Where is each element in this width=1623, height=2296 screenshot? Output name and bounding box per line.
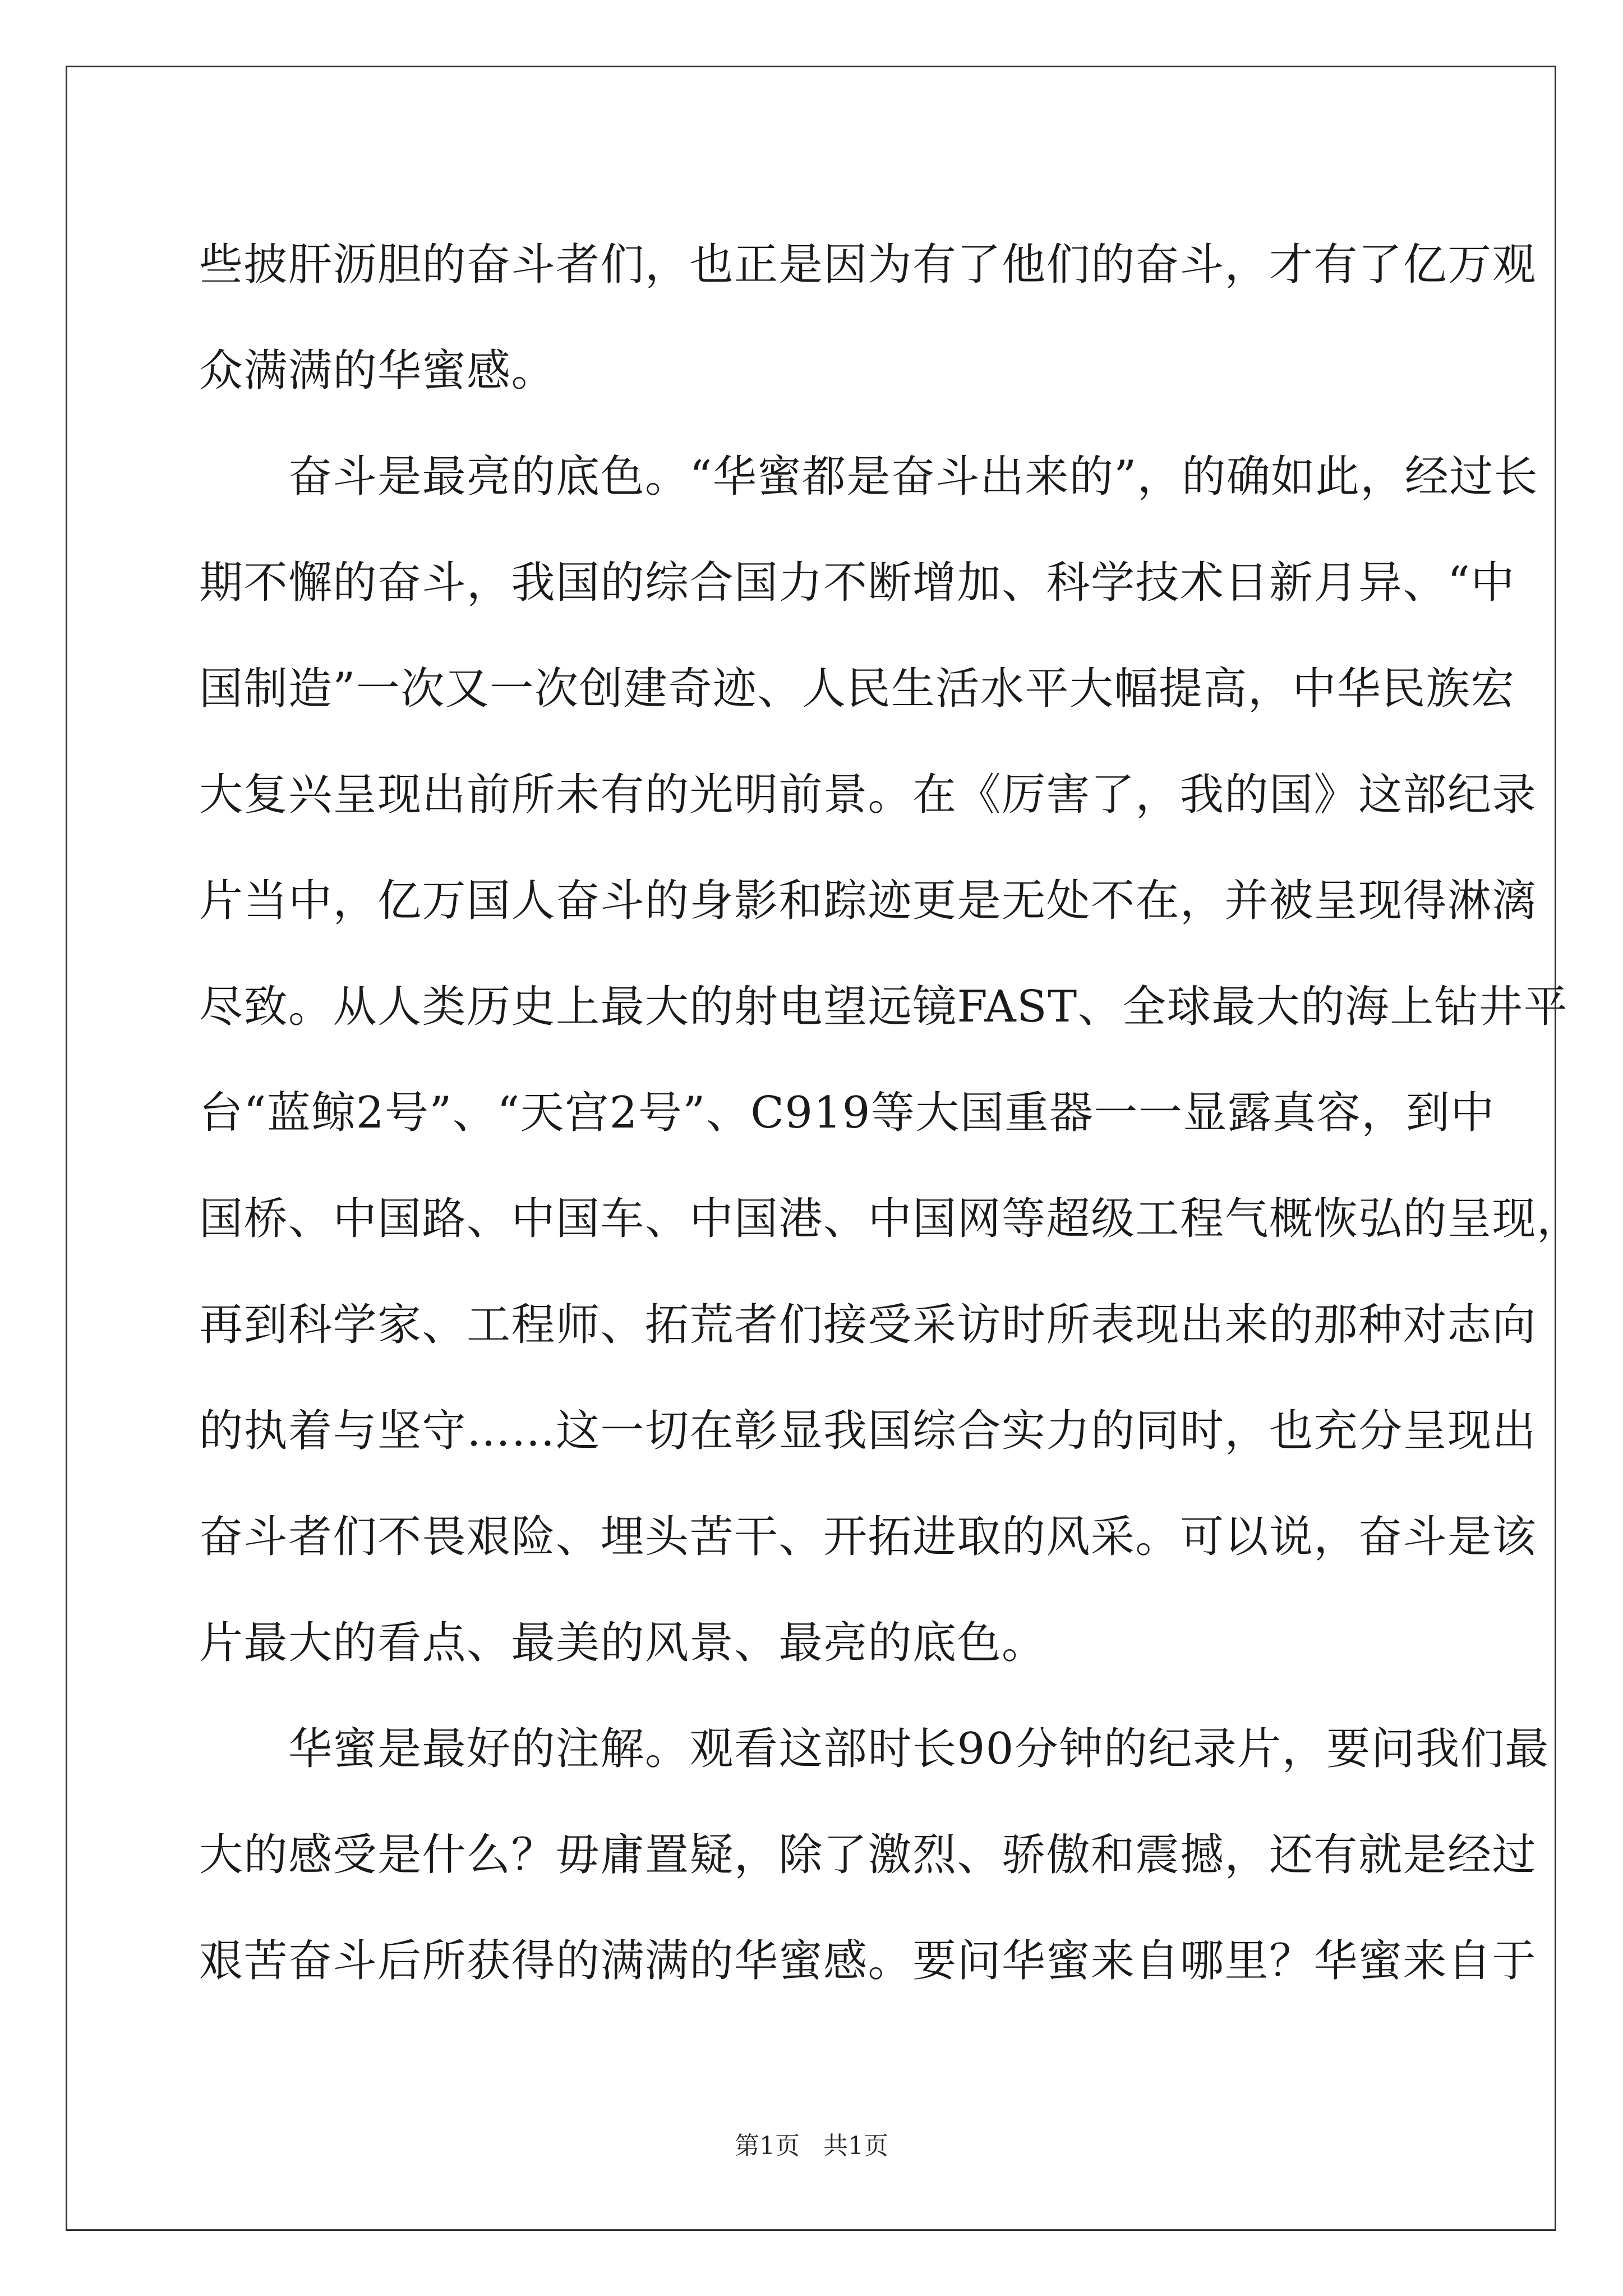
text-line: 些披肝沥胆的奋斗者们，也正是因为有了他们的奋斗，才有了亿万观 bbox=[199, 240, 1537, 290]
page-number: 第1页 bbox=[735, 2132, 800, 2160]
text-line: 华蜜是最好的注解。观看这部时长90分钟的纪录片，要问我们最 bbox=[199, 1724, 1550, 1774]
text-line: 台“蓝鲸2号”、“天宫2号”、C919等大国重器一一显露真容，到中 bbox=[199, 1088, 1495, 1138]
text-line: 大复兴呈现出前所未有的光明前景。在《厉害了，我的国》这部纪录 bbox=[199, 770, 1537, 820]
page-total: 共1页 bbox=[823, 2132, 888, 2160]
text-line: 尽致。从人类历史上最大的射电望远镜FAST、全球最大的海上钻井平 bbox=[199, 982, 1569, 1032]
text-line: 片最大的看点、最美的风景、最亮的底色。 bbox=[199, 1618, 1046, 1668]
text-line: 国制造”一次又一次创建奇迹、人民生活水平大幅提高，中华民族宏 bbox=[199, 664, 1515, 714]
text-line: 众满满的华蜜感。 bbox=[199, 346, 556, 396]
page-footer bbox=[0, 2129, 1623, 2163]
text-line: 艰苦奋斗后所获得的满满的华蜜感。要问华蜜来自哪里？华蜜来自于 bbox=[199, 1936, 1537, 1986]
text-line: 大的感受是什么？毋庸置疑，除了激烈、骄傲和震撼，还有就是经过 bbox=[199, 1830, 1537, 1880]
text-line: 期不懈的奋斗，我国的综合国力不断增加、科学技术日新月异、“中 bbox=[199, 558, 1515, 608]
text-line: 再到科学家、工程师、拓荒者们接受采访时所表现出来的那种对志向 bbox=[199, 1300, 1537, 1350]
document-body bbox=[199, 212, 1581, 2014]
text-line: 国桥、中国路、中国车、中国港、中国网等超级工程气概恢弘的呈现， bbox=[199, 1194, 1581, 1244]
text-line: 奋斗者们不畏艰险、埋头苦干、开拓进取的风采。可以说，奋斗是该 bbox=[199, 1512, 1537, 1562]
text-line: 奋斗是最亮的底色。“华蜜都是奋斗出来的”，的确如此，经过长 bbox=[199, 452, 1539, 502]
text-line: 片当中，亿万国人奋斗的身影和踪迹更是无处不在，并被呈现得淋漓 bbox=[199, 876, 1537, 926]
text-line: 的执着与坚守……这一切在彰显我国综合实力的同时，也充分呈现出 bbox=[199, 1406, 1537, 1456]
